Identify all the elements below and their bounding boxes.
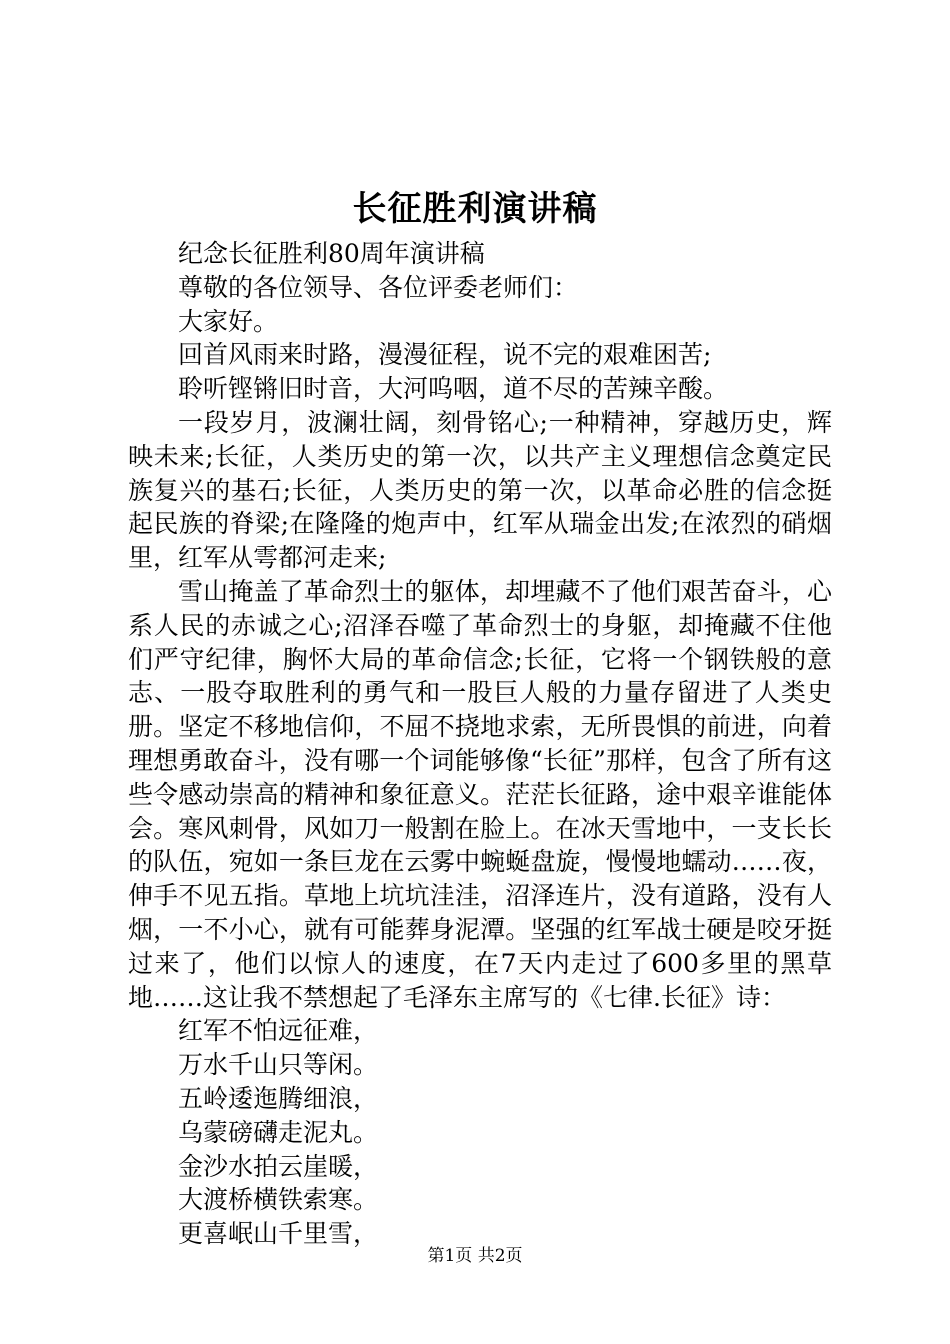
document-title: 长征胜利演讲稿 [352, 189, 598, 229]
poem-line: 更喜岷山千里雪， [178, 1219, 379, 1249]
body-paragraph: 回首风雨来时路，漫漫征程，说不完的艰难困苦; [178, 340, 712, 370]
greeting-paragraph: 大家好。 [178, 306, 279, 336]
poem-line: 大渡桥横铁索寒。 [178, 1185, 379, 1215]
poem-line: 万水千山只等闲。 [178, 1050, 379, 1080]
poem-line: 乌蒙磅礴走泥丸。 [178, 1117, 379, 1147]
poem-line: 金沙水拍云崖暖， [178, 1151, 379, 1181]
subtitle-paragraph: 纪念长征胜利80周年演讲稿 [178, 239, 485, 268]
body-paragraph: 聆听铿锵旧时音，大河呜咽，道不尽的苦辣辛酸。 [178, 374, 729, 404]
poem-line: 红军不怕远征难， [178, 1016, 379, 1046]
body-paragraph: 雪山掩盖了革命烈士的躯体，却埋藏不了他们艰苦奋斗，心系人民的赤诚之心;沼泽吞噬了革命烈士的身躯，却掩藏不住他们严守纪律，胸怀大局的革命信念;长征，它将一个钢铁般的意志、一股夺取胜利的勇气和一股巨人般的力量存留进了人类史册。坚定不移地信仰，不屈不挠地求索，无所畏惧的前进，向着理想勇敢奋斗，没有哪一个词能够像“长征”那样，包含了所有这些令感动崇高的精神和象征意义。茫茫长征路，途中艰辛谁能体会。寒风刺骨，风如刀一般割在脸上。在冰天雪地中，一支长长的队伍，宛如一条巨龙在云雾中蜿蜒盘旋，慢慢地蠕动……夜，伸手不见五指。草地上坑坑洼洼，沼泽连片，没有道路，没有人烟，一不小心，就有可能葬身泥潭。坚强的红军战士硬是咬牙挺过来了，他们以惊人的速度，在7天内走过了600多里的黑草地……这让我不禁想起了毛泽东主席写的《七律.长征》诗： [128, 576, 832, 1012]
document-body [128, 237, 832, 1251]
salutation-paragraph: 尊敬的各位领导、各位评委老师们： [178, 272, 579, 302]
page-number-footer: 第1页 共2页 [427, 1246, 523, 1266]
body-paragraph: 一段岁月，波澜壮阔，刻骨铭心;一种精神，穿越历史，辉映未来;长征，人类历史的第一次，以共产主义理想信念奠定民族复兴的基石;长征，人类历史的第一次，以革命必胜的信念挺起民族的脊梁;在隆隆的炮声中，红军从瑞金出发;在浓烈的硝烟里，红军从雩都河走来; [128, 407, 832, 573]
poem-line: 五岭逶迤腾细浪， [178, 1083, 379, 1113]
